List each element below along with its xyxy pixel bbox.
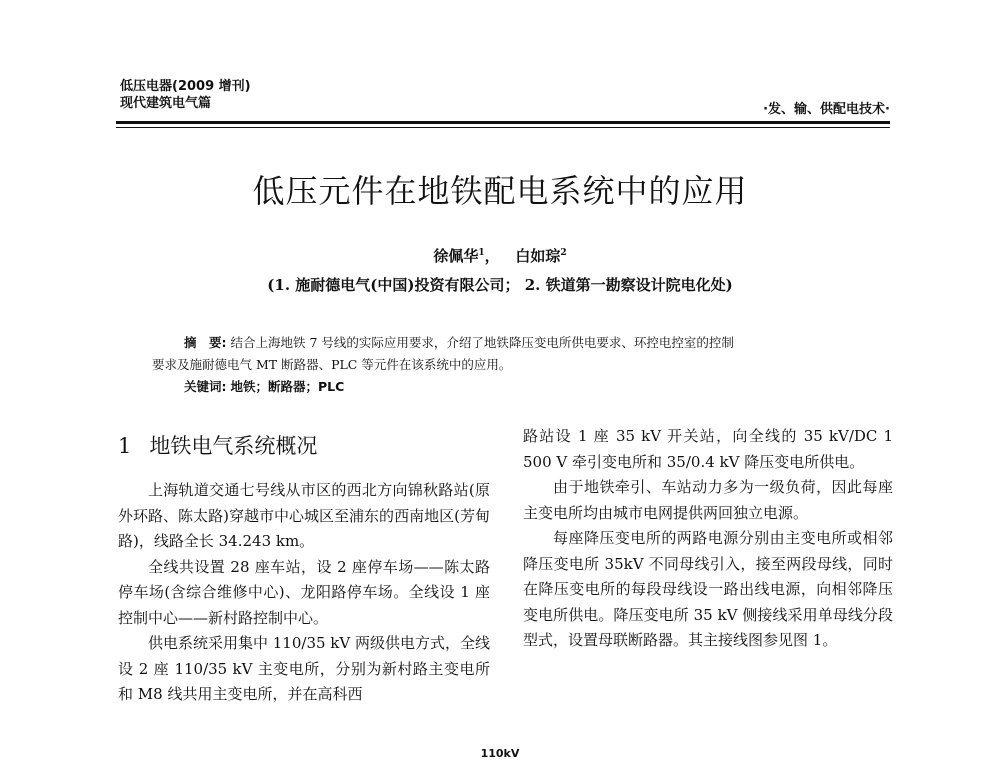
right-column [523,424,893,654]
abstract-block [152,332,868,398]
paragraph: 供电系统采用集中 110/35 kV 两级供电方式，全线设 2 座 110/35 kV 主变电所，分别为新村路主变电所和 M8 线共用主变电所，并在高科西 [118,634,490,703]
paragraph: 上海轨道交通七号线从市区的西北方向锦秋路站(原外环路、陈太路)穿越市中心城区至浦东的西南地区(芳甸路)，线路全长 34.243 km。 [118,481,490,550]
author-1-mark: 1 [478,248,485,258]
section-number: 1 [118,434,132,458]
column-name: ·发、输、供配电技术· [763,102,890,117]
section-heading [118,430,317,460]
paragraph: 全线共设置 28 座车站，设 2 座停车场——陈太路停车场(含综合维修中心)、龙阳路停车场。全线设 1 座控制中心——新村路控制中心。 [118,557,490,627]
paragraph: 每座降压变电所的两路电源分别由主变电所或相邻降压变电所 35kV 不同母线引入，接至两段母线，同时在降压变电所的每段母线设一路出线电源，向相邻降压变电所供电。降压变电所 35 kV 侧接线采用单母线分段型式，设置母联断路器。其主接线图参见图 1。 [523,529,893,649]
article-title: 低压元件在地铁配电系统中的应用 [252,172,748,210]
keywords-text: 地铁；断路器；PLC [230,379,345,394]
left-column [118,478,490,708]
abstract-line-1 [152,332,868,354]
keywords-label: 关键词: [184,379,227,394]
journal-header [120,78,251,112]
header-rule-thin [116,127,890,128]
journal-name: 低压电器(2009 增刊) [120,79,251,94]
author-separator: ， [484,247,500,265]
header-rule-thick [116,121,890,124]
paragraph: 由于地铁牵引、车站动力多为一级负荷，因此每座主变电所均由城市电网提供两回独立电源。 [523,478,893,522]
keywords-line [184,376,868,398]
author-2-mark: 2 [560,248,567,258]
page-footer-mark: 110kV [480,747,520,760]
author-line [0,245,1000,266]
abstract-text-1: 结合上海地铁 7 号线的实际应用要求，介绍了地铁降压变电所供电要求、环控电控室的控制 [230,335,734,350]
author-2: 白如琮 [515,247,561,265]
paragraph: 路站设 1 座 35 kV 开关站，向全线的 35 kV/DC 1 500 V 牵引变电所和 35/0.4 kV 降压变电所供电。 [523,427,893,471]
journal-section: 现代建筑电气篇 [120,96,212,111]
author-1: 徐佩华 [433,247,479,265]
abstract-text-2: 要求及施耐德电气 MT 断路器、PLC 等元件在该系统中的应用。 [152,357,512,372]
section-title: 地铁电气系统概况 [149,434,318,458]
affiliations: (1. 施耐德电气(中国)投资有限公司； 2. 铁道第一勘察设计院电化处) [267,276,733,294]
abstract-label: 摘 要: [184,335,227,350]
